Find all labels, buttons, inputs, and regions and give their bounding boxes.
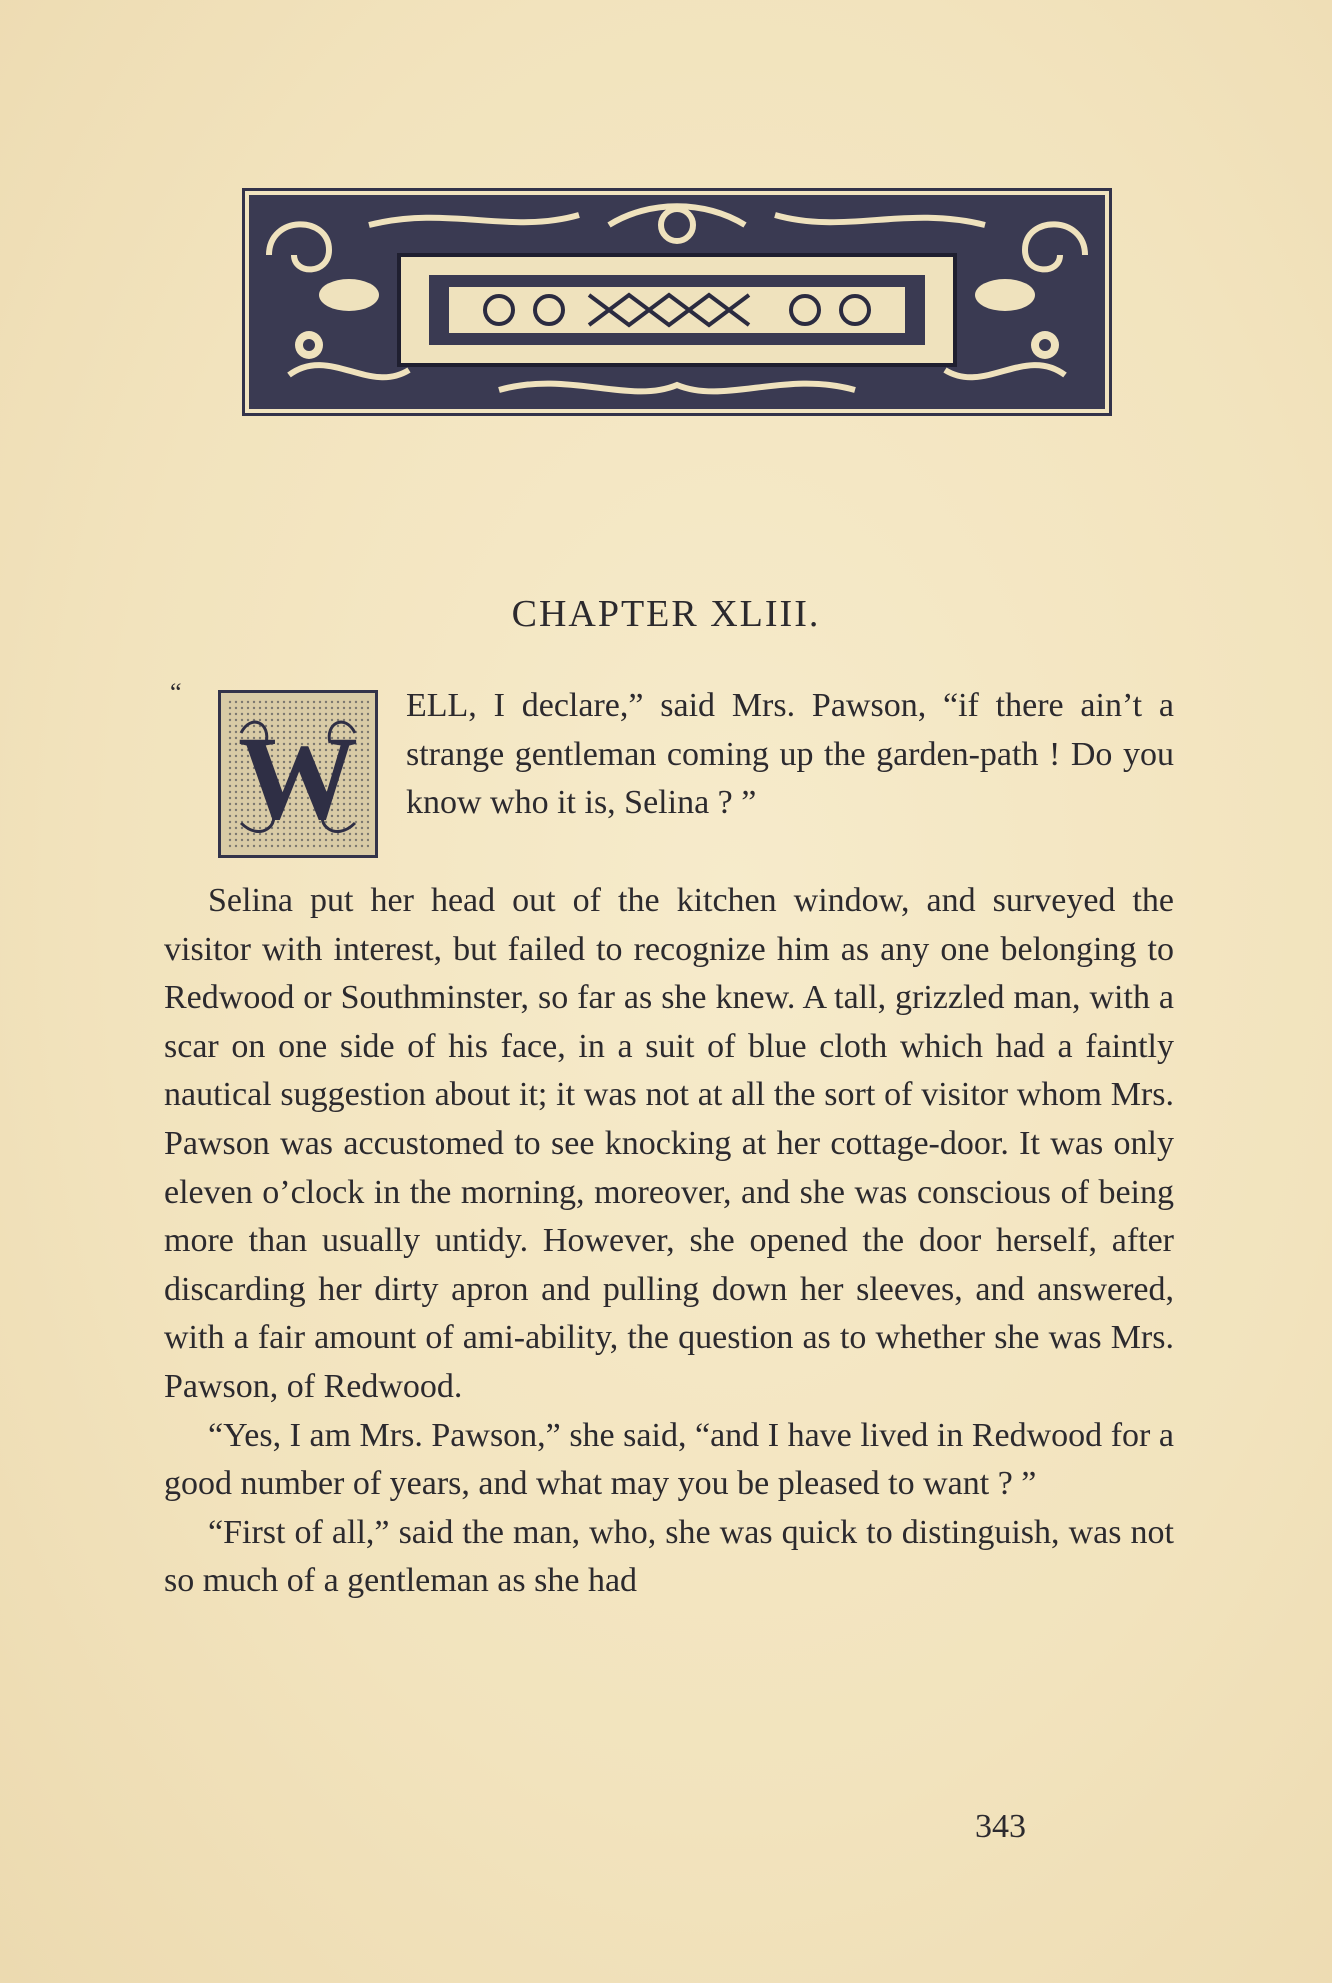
headpiece-ornament-icon (249, 195, 1105, 409)
opening-paragraph (406, 682, 1174, 828)
ornamental-initial-icon (221, 693, 375, 855)
body-paragraph-2: “Yes, I am Mrs. Pawson,” she said, “and I have lived in Redwood for a good number of years, and what may you be pleased to want ? ” (164, 1416, 1174, 1503)
opening-quote-mark: “ (170, 678, 182, 707)
opening-paragraph-text: ELL, I declare,” said Mrs. Pawson, “if there ain’t a strange gentleman coming up the garden-path ! Do you know who it is, Selina ? ” (406, 687, 1174, 822)
drop-cap-initial (218, 690, 378, 858)
body-text (164, 877, 1174, 1606)
chapter-title: CHAPTER XLIII. (511, 593, 821, 635)
body-paragraph-3: “First of all,” said the man, who, she was quick to distinguish, was not so much of a gentleman as she had (164, 1513, 1174, 1600)
page-number: 343 (975, 1808, 1026, 1845)
decorative-headpiece-ornament (242, 188, 1112, 416)
drop-cap-letter: W (238, 711, 358, 844)
body-paragraph-1: Selina put her head out of the kitchen window, and surveyed the visitor with interest, but failed to recognize him as any one belonging to Redwood or Southminster, so far as she knew. A tall, grizzled man, with a scar on one side of his face, in a suit of blue cloth which had a faintly nautical suggestion about it; it was not at all the sort of visitor whom Mrs. Pawson was accustomed to see knocking at her cottage-door. It was only eleven o’clock in the morning, moreover, and she was conscious of being more than usually untidy. However, she opened the door herself, after discarding her dirty apron and pulling down her sleeves, and answered, with a fair amount of ami-ability, the question as to whether she was Mrs. Pawson, of Redwood. (164, 882, 1174, 1405)
